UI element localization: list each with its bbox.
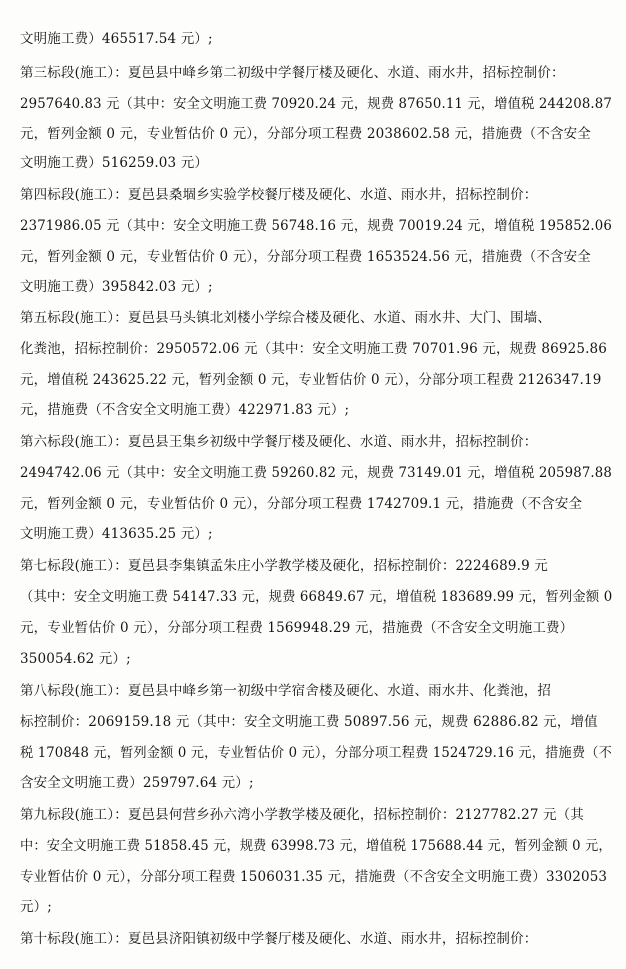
text-line-29: 元）; bbox=[20, 899, 52, 915]
text-line-21: 350054.62 元）; bbox=[20, 651, 131, 667]
text-line-15: 2494742.06 元（其中：安全文明施工费 59260.82 元，规费 73149.01 元，增值税 205987.88 bbox=[20, 465, 612, 481]
text-line-19: （其中：安全文明施工费 54147.33 元，规费 66849.67 元，增值税 183689.99 元，暂列金额 0 bbox=[20, 589, 613, 605]
text-line-26: 第九标段(施工）：夏邑县何营乡孙六湾小学教学楼及硬化，招标控制价：2127782.27 元（其 bbox=[20, 807, 584, 823]
text-line-30: 第十标段(施工）：夏邑县济阳镇初级中学餐厅楼及硬化、水道、雨水井，招标控制价： bbox=[20, 931, 538, 947]
text-line-17: 文明施工费）413635.25 元）; bbox=[20, 526, 213, 542]
text-line-18: 第七标段(施工）：夏邑县李集镇孟朱庄小学教学楼及硬化，招标控制价：2224689.9 元 bbox=[20, 558, 548, 574]
text-line-28: 专业暂估价 0 元），分部分项工程费 1506031.35 元，措施费（不含安全文明施工费）3302053 bbox=[20, 869, 608, 885]
text-line-8: 元，暂列金额 0 元，专业暂估价 0 元），分部分项工程费 1653524.56 元，措施费（不含安全 bbox=[20, 249, 591, 265]
text-line-3: 2957640.83 元（其中：安全文明施工费 70920.24 元，规费 87650.11 元，增值税 244208.87 bbox=[20, 96, 612, 112]
text-line-23: 标控制价：2069159.18 元（其中：安全文明施工费 50897.56 元，规费 62886.82 元，增值 bbox=[20, 714, 598, 730]
text-line-9: 文明施工费）395842.03 元）; bbox=[20, 279, 213, 295]
text-line-10: 第五标段(施工）：夏邑县马头镇北刘楼小学综合楼及硬化、水道、雨水井、大门、围墙、 bbox=[20, 310, 552, 326]
text-line-16: 元，暂列金额 0 元，专业暂估价 0 元），分部分项工程费 1742709.1 元，措施费（不含安全 bbox=[20, 496, 583, 512]
text-line-27: 中：安全文明施工费 51858.45 元，规费 63998.73 元，增值税 175688.44 元，暂列金额 0 元， bbox=[20, 838, 612, 854]
text-line-12: 元，增值税 243625.22 元，暂列金额 0 元，专业暂估价 0 元），分部分项工程费 2126347.19 bbox=[20, 372, 602, 388]
text-line-20: 元，专业暂估价 0 元），分部分项工程费 1569948.29 元，措施费（不含安全文明施工费） bbox=[20, 620, 574, 636]
text-line-1: 文明施工费）465517.54 元）; bbox=[20, 31, 213, 47]
text-line-25: 含安全文明施工费）259797.64 元）; bbox=[20, 775, 254, 791]
text-line-24: 税 170848 元，暂列金额 0 元，专业暂估价 0 元），分部分项工程费 1524729.16 元，措施费（不 bbox=[20, 745, 612, 761]
text-line-7: 2371986.05 元（其中：安全文明施工费 56748.16 元，规费 70019.24 元，增值税 195852.06 bbox=[20, 218, 612, 234]
text-line-22: 第八标段(施工）：夏邑县中峰乡第一初级中学宿舍楼及硬化、水道、雨水井、化粪池，招 bbox=[20, 683, 552, 699]
text-line-14: 第六标段(施工）：夏邑县王集乡初级中学餐厅楼及硬化、水道、雨水井，招标控制价： bbox=[20, 434, 538, 450]
text-line-5: 文明施工费）516259.03 元） bbox=[20, 155, 208, 171]
text-line-13: 元，措施费（不含安全文明施工费）422971.83 元）; bbox=[20, 402, 350, 418]
text-line-11: 化粪池，招标控制价：2950572.06 元（其中：安全文明施工费 70701.96 元，规费 86925.86 bbox=[20, 341, 607, 357]
text-line-2: 第三标段(施工）：夏邑县中峰乡第二初级中学餐厅楼及硬化、水道、雨水井，招标控制价： bbox=[20, 65, 565, 81]
text-line-4: 元，暂列金额 0 元，专业暂估价 0 元），分部分项工程费 2038602.58 元，措施费（不含安全 bbox=[20, 126, 591, 142]
text-line-6: 第四标段(施工）：夏邑县桑堌乡实验学校餐厅楼及硬化、水道、雨水井，招标控制价： bbox=[20, 187, 538, 203]
